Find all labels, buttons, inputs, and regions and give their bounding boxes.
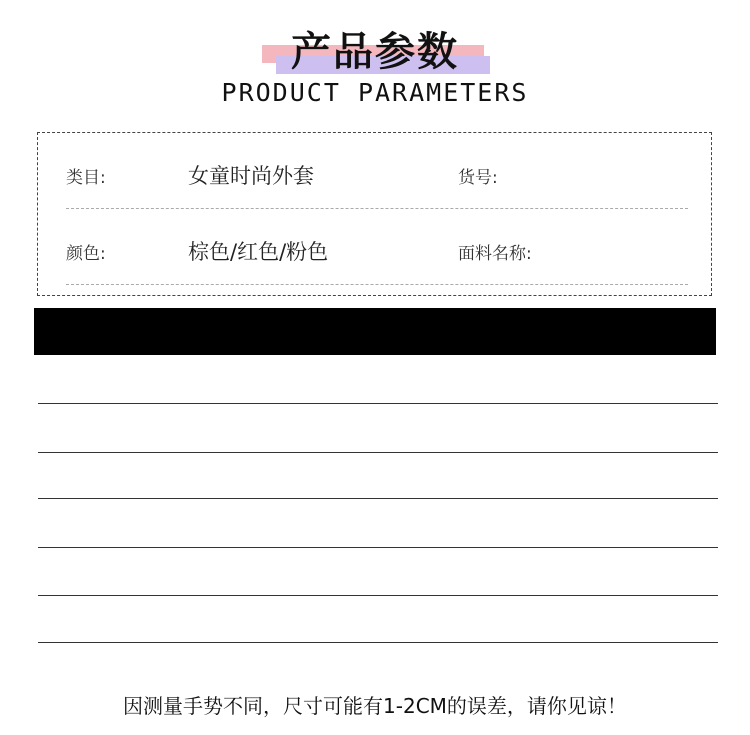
page-title-chinese: 产品参数	[291, 29, 459, 75]
size-table-line	[38, 595, 718, 596]
product-params-box	[37, 132, 712, 296]
color-label: 颜色:	[66, 244, 106, 264]
fabric-label: 面料名称:	[458, 244, 532, 264]
size-table-line	[38, 498, 718, 499]
params-row-2	[66, 209, 688, 285]
color-value: 棕色/红色/粉色	[188, 240, 329, 264]
item-number-label: 货号:	[458, 168, 498, 188]
page-title-english: PRODUCT PARAMETERS	[221, 78, 529, 107]
measurement-note: 因测量手势不同，尺寸可能有1-2CM的误差，请你见谅！	[123, 694, 627, 718]
size-table-line	[38, 452, 718, 453]
category-value: 女童时尚外套	[188, 164, 314, 188]
size-table-line	[38, 403, 718, 404]
params-row-1	[66, 133, 688, 209]
size-table-line	[38, 642, 718, 643]
row-divider	[66, 284, 688, 285]
category-label: 类目:	[66, 168, 106, 188]
size-table-line	[38, 547, 718, 548]
size-table-header-bar	[34, 308, 716, 355]
